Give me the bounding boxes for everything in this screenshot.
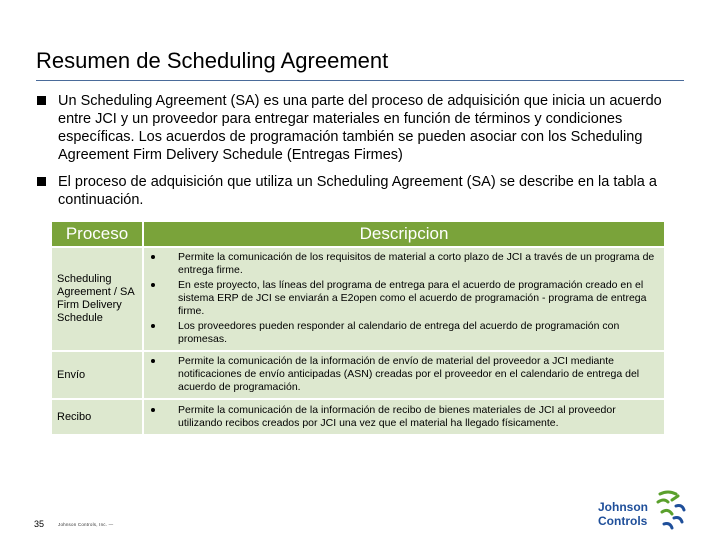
table-row	[52, 400, 664, 434]
table-row	[52, 248, 664, 350]
footer-text: Johnson Controls, Inc. —	[58, 522, 114, 527]
description-text: Permite la comunicación de la información de recibo de bienes materiales de JCI al proveedor utilizando recibos creados por JCI una vez que el material ha llegado físicamente.	[178, 403, 616, 429]
description-text: Permite la comunicación de la información de envío de material del proveedor a JCI mediante notificaciones de envío anticipadas (ASN) creadas por el proveedor en el calendario de entrega del acuerdo de programación.	[178, 355, 640, 393]
square-bullet-icon	[37, 96, 46, 105]
description-item	[144, 404, 660, 430]
bullet-item	[36, 92, 676, 164]
logo-mark-icon	[654, 490, 688, 530]
bullet-dot-icon	[151, 408, 155, 412]
description-item	[144, 251, 660, 277]
description-cell	[144, 248, 664, 350]
description-item	[144, 279, 660, 318]
bullet-dot-icon	[151, 324, 155, 328]
description-list	[144, 401, 664, 434]
logo-word-controls: Controls	[598, 514, 648, 528]
description-cell	[144, 352, 664, 398]
header-process: Proceso	[52, 222, 142, 246]
description-item	[144, 320, 660, 346]
process-table	[50, 220, 666, 436]
description-list	[144, 248, 664, 350]
johnson-controls-logo	[596, 488, 690, 532]
square-bullet-icon	[37, 177, 46, 186]
bullet-text: El proceso de adquisición que utiliza un Scheduling Agreement (SA) se describe en la tabla a continuación.	[58, 174, 657, 208]
page-number: 35	[34, 519, 45, 529]
table-row	[52, 352, 664, 398]
description-text: En este proyecto, las líneas del programa de entrega para el acuerdo de programación creado en el sistema ERP de JCI se enviarán a E2open como el acuerdo de programación - programa de entrega firme.	[178, 279, 647, 317]
bullet-dot-icon	[151, 255, 155, 259]
bullet-item	[36, 173, 676, 209]
description-text: Permite la comunicación de los requisitos de material a corto plazo de JCI a través de un programa de entrega firme.	[178, 251, 655, 276]
process-cell: Scheduling Agreement / SA Firm Delivery Schedule	[52, 248, 142, 350]
description-text: Los proveedores pueden responder al calendario de entrega del acuerdo de programación con promesas.	[178, 320, 620, 345]
description-item	[144, 355, 660, 394]
bullet-dot-icon	[151, 359, 155, 363]
bullet-dot-icon	[151, 283, 155, 287]
header-description: Descripcion	[144, 222, 664, 246]
bullet-text: Un Scheduling Agreement (SA) es una parte del proceso de adquisición que inicia un acuerdo entre JCI y un proveedor para entregar materiales en función de términos y condiciones específicas. Los acuerdos de programación también se pueden asociar con los Scheduling Agreement Firm Delivery Schedule (Entregas Firmes)	[58, 93, 662, 163]
logo-word-johnson: Johnson	[598, 500, 648, 514]
slide-title: Resumen de Scheduling Agreement	[36, 48, 389, 73]
description-list	[144, 352, 664, 398]
description-cell	[144, 400, 664, 434]
process-cell: Recibo	[52, 400, 142, 434]
bullet-list	[36, 92, 676, 218]
process-cell: Envío	[52, 352, 142, 398]
title-divider	[36, 80, 684, 81]
